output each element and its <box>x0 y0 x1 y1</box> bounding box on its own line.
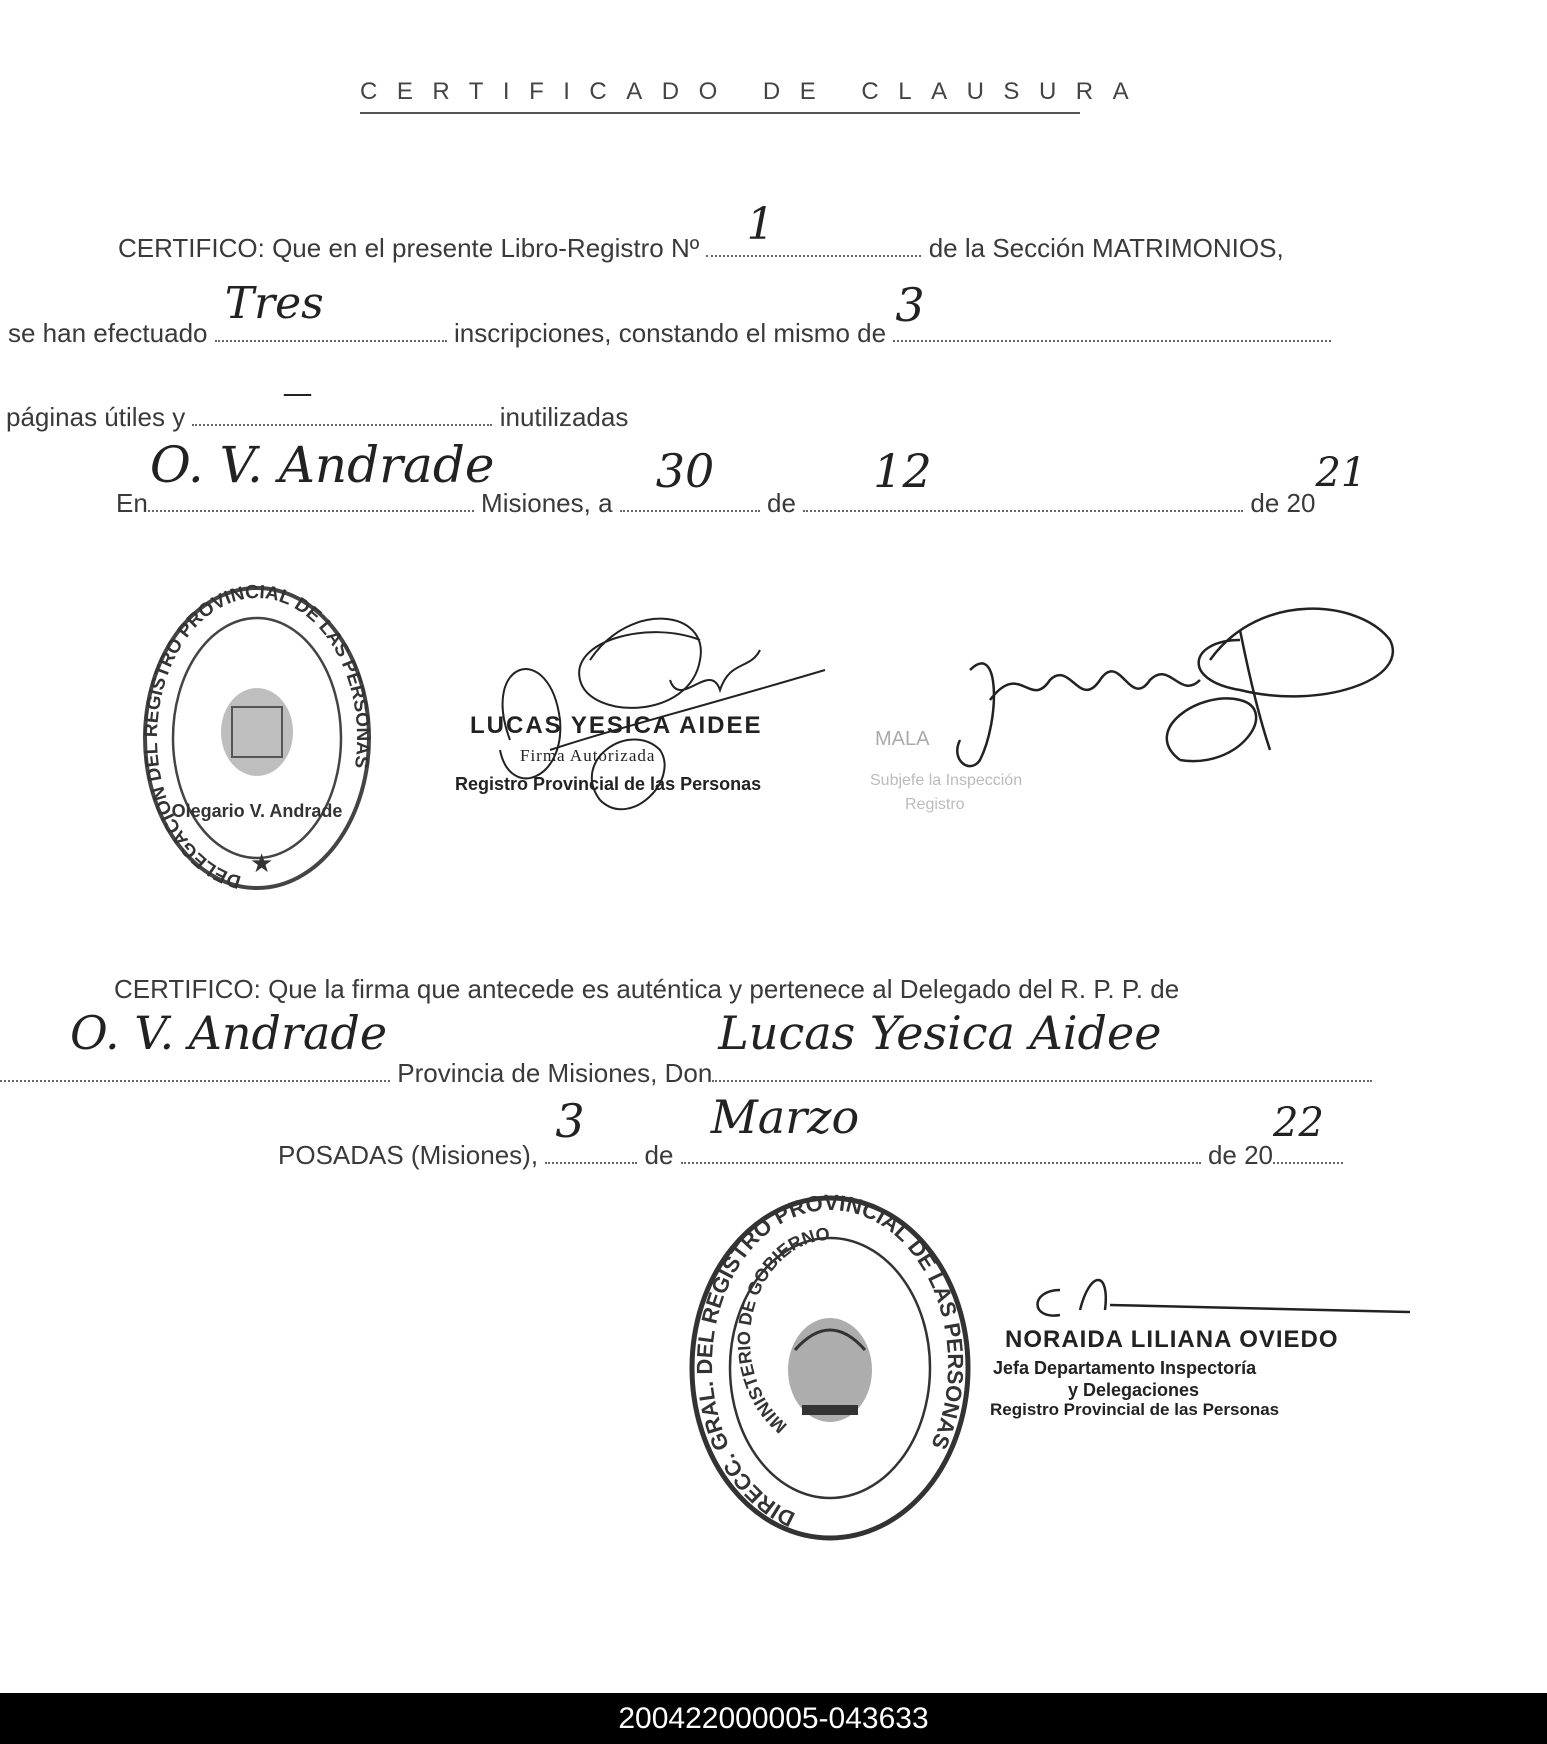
cert1-line4 <box>116 436 1385 519</box>
cert1-line3 <box>6 376 629 433</box>
cert1-line3-text-b: inutilizadas <box>499 402 629 432</box>
day-field <box>620 444 760 512</box>
ministry-seal <box>680 1190 980 1550</box>
cert2-line2-text-b: Don <box>664 1058 713 1088</box>
day-handwritten: 30 <box>655 444 715 498</box>
document-title: CERTIFICADO DE CLAUSURA <box>360 78 1080 114</box>
inscriptions-field <box>215 278 447 342</box>
unused-pages-handwritten: — <box>282 376 313 411</box>
seal2-coat-of-arms-icon <box>788 1318 872 1422</box>
cert2-line2-text-a: Provincia de Misiones, <box>397 1058 658 1088</box>
signature-second <box>940 600 1410 780</box>
seal1-star-icon: ★ <box>250 848 274 878</box>
stamp3-name: NORAIDA LILIANA OVIEDO <box>1005 1326 1339 1353</box>
document-id-bar: 200422000005-043633 <box>0 1693 1547 1744</box>
seal1-ring-text: DELEGACION DEL REGISTRO PROVINCIAL DE LAS PERSONAS <box>140 582 374 892</box>
seal2-ring-text: DIRECC. GRAL. DEL REGISTRO PROVINCIAL DE LAS PERSONAS <box>691 1190 969 1532</box>
stamp2-line2: Subjefe la Inspección <box>870 772 1023 789</box>
cert1-line2-text-a: se han efectuado <box>8 318 208 348</box>
cert2-line3-text-a: POSADAS (Misiones), <box>278 1140 539 1170</box>
seal1-coat-of-arms-icon <box>221 688 293 776</box>
cert2-month-field <box>681 1090 1201 1164</box>
place-field <box>148 436 495 512</box>
cert1-line2-text-b: inscripciones, constando el mismo de <box>453 318 887 348</box>
month-handwritten: 12 <box>873 444 932 498</box>
cert2-place-field <box>0 1006 390 1082</box>
cert2-line1: CERTIFICO: Que la firma que antecede es auténtica y pertenece al Delegado del R. P. P. de <box>114 974 1180 1004</box>
book-number-field <box>706 199 921 257</box>
stamp3-role1: Jefa Departamento Inspectoría <box>993 1358 1257 1378</box>
inscriptions-handwritten: Tres <box>224 278 324 329</box>
cert2-name-field <box>712 1006 1372 1082</box>
cert1-line1-text-a: CERTIFICO: Que en el presente Libro-Registro Nº <box>118 233 700 263</box>
cert2-day-handwritten: 3 <box>555 1094 585 1148</box>
year-handwritten: 21 <box>1315 450 1367 496</box>
cert2-day-field <box>545 1094 637 1164</box>
unused-pages-field <box>192 376 492 426</box>
cert2-line3 <box>278 1090 1343 1171</box>
stamp3-role2: y Delegaciones <box>1068 1380 1200 1400</box>
signature-noraida <box>1020 1270 1420 1330</box>
cert2-line3-text-b: de <box>644 1140 674 1170</box>
cert1-line3-text-a: páginas útiles y <box>6 402 186 432</box>
cert1-line4-text-a: En <box>116 488 148 518</box>
cert2-name-handwritten: Lucas Yesica Aidee <box>718 1006 1162 1060</box>
place-handwritten: O. V. Andrade <box>149 436 495 494</box>
cert2-place-handwritten: O. V. Andrade <box>70 1006 388 1060</box>
book-number-handwritten: 1 <box>746 199 775 250</box>
cert2-month-handwritten: Marzo <box>710 1090 860 1144</box>
year-field <box>1315 450 1385 512</box>
seal1-inner-text: Olegario V. Andrade <box>171 801 343 821</box>
cert2-line3-text-c: de 20 <box>1207 1140 1274 1170</box>
cert1-line4-text-d: de 20 <box>1250 488 1316 518</box>
pages-handwritten: 3 <box>895 278 925 332</box>
cert1-line1 <box>118 199 1284 264</box>
stamp2-line3: Registro <box>905 796 965 813</box>
stamp3-org: Registro Provincial de las Personas <box>990 1400 1280 1419</box>
cert2-line2 <box>0 1006 1372 1089</box>
stamp1-org: Registro Provincial de las Personas <box>455 774 762 794</box>
stamp1-name: LUCAS YESICA AIDEE <box>470 712 763 739</box>
month-field <box>803 444 1243 512</box>
stamp2-line1: MALA <box>875 728 930 750</box>
seal2-inner-text: MINISTERIO DE GOBIERNO <box>733 1223 831 1438</box>
cert1-line4-text-b: Misiones, a <box>481 488 613 518</box>
cert2-year-field <box>1273 1100 1343 1164</box>
stamp1-role: Firma Autorizada <box>520 746 656 765</box>
delegation-seal <box>132 582 382 902</box>
cert1-line4-text-c: de <box>767 488 796 518</box>
cert1-line2 <box>8 278 1331 349</box>
cert1-line1-text-b: de la Sección MATRIMONIOS, <box>928 233 1284 263</box>
cert2-year-handwritten: 22 <box>1273 1100 1324 1146</box>
pages-field <box>893 278 1331 342</box>
